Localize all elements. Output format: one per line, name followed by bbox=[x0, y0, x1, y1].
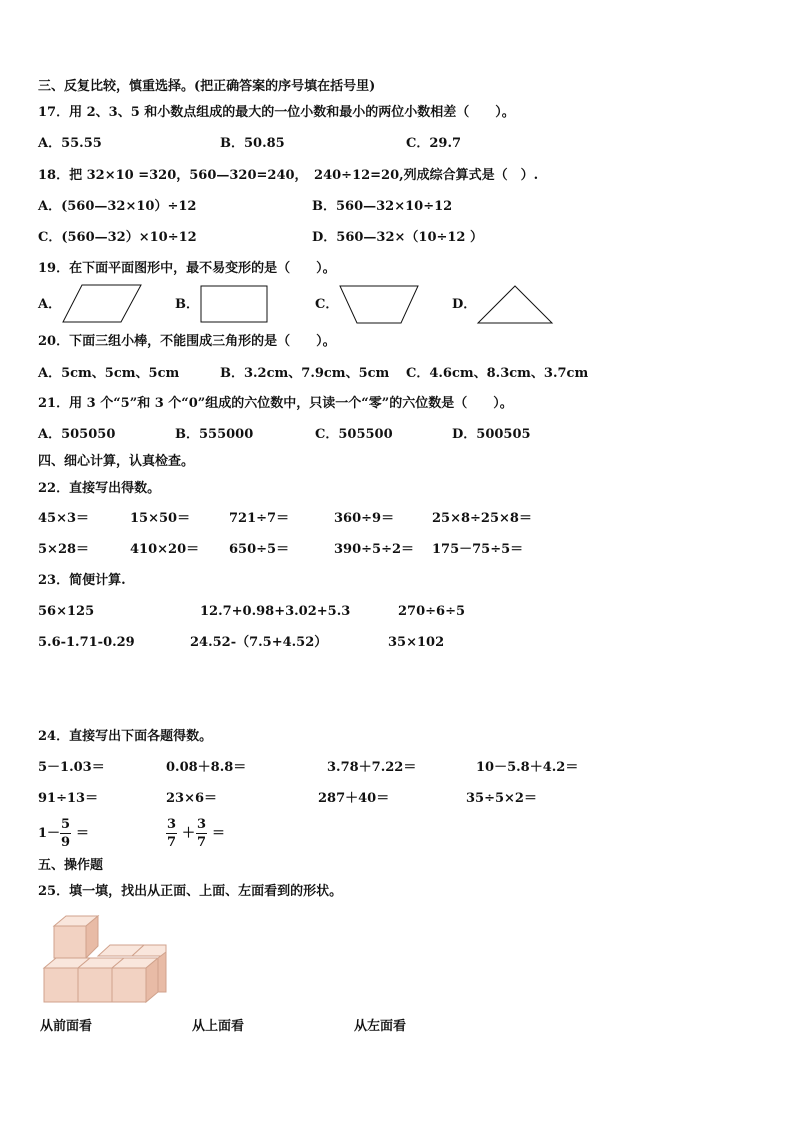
q24-stem: 24．直接写出下面各题得数。 bbox=[38, 729, 213, 744]
fraction-denominator: 9 bbox=[60, 835, 71, 850]
q24-item: 0.08＋8.8＝ bbox=[166, 760, 247, 775]
q23-item: 35×102 bbox=[388, 635, 445, 650]
section-4-title: 四、细心计算，认真检查。 bbox=[38, 454, 195, 469]
q17-option-a: A．55.55 bbox=[38, 136, 102, 151]
q22-item: 721÷7＝ bbox=[229, 511, 290, 526]
q24-item: 287＋40＝ bbox=[318, 791, 390, 806]
section-5-title: 五、操作题 bbox=[38, 858, 104, 873]
q24-item: 91÷13＝ bbox=[38, 791, 99, 806]
rectangle-icon bbox=[200, 285, 268, 323]
q21-option-b: B．555000 bbox=[175, 427, 254, 442]
q19-stem: 19．在下面平面图形中，最不易变形的是（ ）。 bbox=[38, 261, 336, 276]
q24-item: 23×6＝ bbox=[166, 791, 218, 806]
q20-option-a: A．5cm、5cm、5cm bbox=[38, 366, 180, 381]
q19-option-b: B． bbox=[175, 297, 199, 312]
q21-option-d: D．500505 bbox=[452, 427, 531, 442]
fraction-numerator: 3 bbox=[196, 817, 207, 832]
q21-option-a: A．505050 bbox=[38, 427, 116, 442]
q19-option-c: C． bbox=[315, 297, 339, 312]
q24-item: 3.78＋7.22＝ bbox=[327, 760, 417, 775]
q24-item: 10－5.8＋4.2＝ bbox=[476, 760, 579, 775]
q23-item: 56×125 bbox=[38, 604, 95, 619]
q22-item: 410×20＝ bbox=[130, 542, 200, 557]
q24-fraction-lead: 1－ bbox=[38, 826, 61, 841]
q22-stem: 22．直接写出得数。 bbox=[38, 481, 161, 496]
fraction-denominator: 7 bbox=[196, 835, 207, 850]
q23-item: 270÷6÷5 bbox=[398, 604, 466, 619]
q22-item: 175－75÷5＝ bbox=[432, 542, 524, 557]
q25-stem: 25．填一填，找出从正面、上面、左面看到的形状。 bbox=[38, 884, 343, 899]
q17-stem: 17．用 2、3、5 和小数点组成的最大的一位小数和最小的两位小数相差（ ）。 bbox=[38, 105, 515, 120]
q17-option-b: B．50.85 bbox=[220, 136, 285, 151]
q19-option-a: A． bbox=[38, 297, 62, 312]
q18-stem: 18．把 32×10 =320，560—320=240， 240÷12=20,列成综合算式是（ ）. bbox=[38, 168, 539, 183]
q23-item: 5.6-1.71-0.29 bbox=[38, 635, 135, 650]
view-top-label: 从上面看 bbox=[192, 1019, 245, 1034]
q21-option-c: C．505500 bbox=[315, 427, 393, 442]
fraction-numerator: 3 bbox=[166, 817, 177, 832]
q22-item: 25×8÷25×8＝ bbox=[432, 511, 532, 526]
view-left-label: 从左面看 bbox=[354, 1019, 407, 1034]
q23-stem: 23．简便计算. bbox=[38, 573, 126, 588]
q24-item: 35÷5×2＝ bbox=[466, 791, 537, 806]
q24-fraction-equals: ＝ bbox=[76, 826, 90, 841]
q24-fraction-equals-2: ＝ bbox=[212, 826, 226, 841]
fraction-3-7-first bbox=[166, 817, 177, 850]
fraction-denominator: 7 bbox=[166, 835, 177, 850]
q21-stem: 21．用 3 个“5”和 3 个“0”组成的六位数中，只读一个“零”的六位数是（ ）。 bbox=[38, 396, 513, 411]
q18-option-b: B．560—32×10÷12 bbox=[312, 199, 453, 214]
q19-option-d: D． bbox=[452, 297, 477, 312]
cube-stack-icon bbox=[40, 916, 172, 1006]
q22-item: 650÷5＝ bbox=[229, 542, 290, 557]
q22-item: 5×28＝ bbox=[38, 542, 90, 557]
parallelogram-icon bbox=[62, 284, 142, 324]
q18-option-c: C．(560—32）×10÷12 bbox=[38, 230, 197, 245]
q20-option-c: C．4.6cm、8.3cm、3.7cm bbox=[406, 366, 589, 381]
q22-item: 45×3＝ bbox=[38, 511, 90, 526]
section-3-title: 三、反复比较，慎重选择。(把正确答案的序号填在括号里) bbox=[38, 79, 376, 94]
q22-item: 15×50＝ bbox=[130, 511, 191, 526]
q22-item: 360÷9＝ bbox=[334, 511, 395, 526]
q24-fraction-plus: ＋ bbox=[182, 826, 196, 841]
fraction-5-9 bbox=[60, 817, 71, 850]
fraction-numerator: 5 bbox=[60, 817, 71, 832]
trapezoid-icon bbox=[339, 285, 419, 325]
q18-option-d: D．560—32×（10÷12 ） bbox=[312, 230, 483, 245]
q20-option-b: B．3.2cm、7.9cm、5cm bbox=[220, 366, 390, 381]
q22-item: 390÷5÷2＝ bbox=[334, 542, 415, 557]
triangle-icon bbox=[477, 285, 553, 325]
fraction-3-7-second bbox=[196, 817, 207, 850]
q18-option-a: A．(560—32×10）÷12 bbox=[38, 199, 197, 214]
q20-stem: 20．下面三组小棒，不能围成三角形的是（ ）。 bbox=[38, 334, 336, 349]
q23-item: 24.52-（7.5+4.52） bbox=[190, 635, 328, 650]
q24-item: 5－1.03＝ bbox=[38, 760, 105, 775]
view-front-label: 从前面看 bbox=[40, 1019, 93, 1034]
q17-option-c: C．29.7 bbox=[406, 136, 462, 151]
q23-item: 12.7+0.98+3.02+5.3 bbox=[200, 604, 351, 619]
